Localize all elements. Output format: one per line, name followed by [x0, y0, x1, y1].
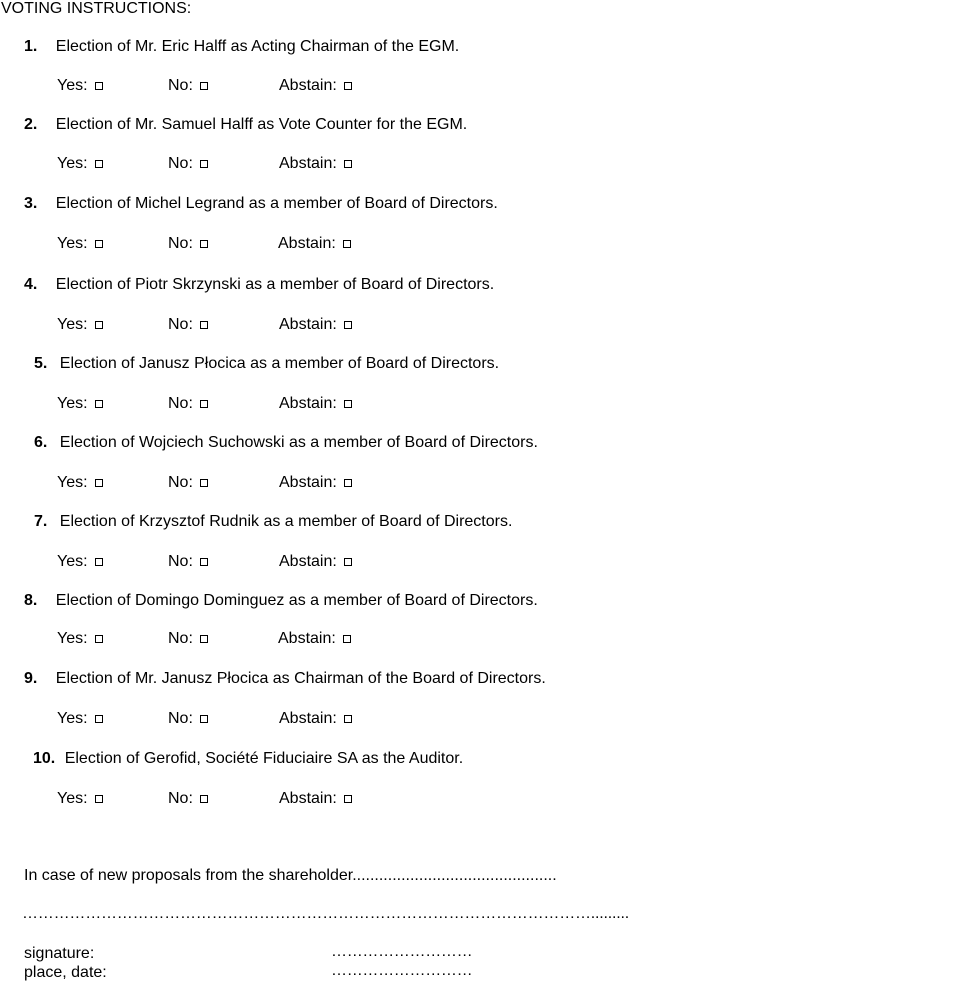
yes-label: Yes:: [57, 474, 88, 491]
item-number: 1.: [24, 38, 38, 55]
no-checkbox[interactable]: [200, 558, 208, 566]
no-option: [168, 76, 208, 96]
agenda-item-3: [24, 194, 498, 214]
no-checkbox[interactable]: [200, 715, 208, 723]
abstain-option: [279, 394, 352, 414]
abstain-checkbox[interactable]: [344, 82, 352, 90]
agenda-item-8: [24, 591, 538, 611]
no-label: No:: [168, 474, 193, 491]
item-number: 9.: [24, 670, 38, 687]
agenda-item-6: [34, 433, 538, 453]
signature-field[interactable]: ………………………: [331, 943, 473, 960]
yes-checkbox[interactable]: [95, 715, 103, 723]
yes-option: [57, 154, 103, 174]
yes-checkbox[interactable]: [95, 82, 103, 90]
voting-instructions-heading: VOTING INSTRUCTIONS:: [1, 0, 192, 17]
agenda-item-5: [34, 354, 499, 374]
agenda-item-4: [24, 275, 494, 295]
item-number: 2.: [24, 116, 38, 133]
yes-checkbox[interactable]: [95, 160, 103, 168]
no-checkbox[interactable]: [200, 400, 208, 408]
item-number: 7.: [34, 513, 48, 530]
agenda-item-2: [24, 115, 467, 135]
agenda-item-10: [33, 749, 463, 769]
item-text: Election of Janusz Płocica as a member of Board of Directors.: [59, 355, 500, 372]
abstain-checkbox[interactable]: [344, 479, 352, 487]
yes-option: [57, 473, 103, 493]
item-text: Election of Mr. Eric Halff as Acting Chairman of the EGM.: [55, 38, 460, 55]
no-option: [168, 789, 208, 809]
place-date-label: place, date:: [24, 964, 107, 981]
yes-label: Yes:: [57, 710, 88, 727]
yes-label: Yes:: [57, 316, 88, 333]
agenda-item-9: [24, 669, 546, 689]
no-option: [168, 394, 208, 414]
abstain-option: [279, 709, 352, 729]
yes-label: Yes:: [57, 155, 88, 172]
abstain-label: Abstain:: [279, 77, 337, 94]
abstain-checkbox[interactable]: [344, 321, 352, 329]
signature-label: signature:: [24, 945, 95, 962]
no-checkbox[interactable]: [200, 240, 208, 248]
no-label: No:: [168, 155, 193, 172]
abstain-option: [279, 473, 352, 493]
no-checkbox[interactable]: [200, 321, 208, 329]
yes-label: Yes:: [57, 77, 88, 94]
abstain-label: Abstain:: [278, 630, 336, 647]
no-checkbox[interactable]: [200, 479, 208, 487]
abstain-label: Abstain:: [279, 710, 337, 727]
no-label: No:: [168, 710, 193, 727]
item-text: Election of Gerofid, Société Fiduciaire SA as the Auditor.: [64, 750, 464, 767]
abstain-option: [279, 76, 352, 96]
yes-checkbox[interactable]: [95, 321, 103, 329]
yes-option: [57, 394, 103, 414]
no-label: No:: [168, 395, 193, 412]
item-text: Election of Wojciech Suchowski as a member of Board of Directors.: [59, 434, 538, 451]
item-number: 3.: [24, 195, 38, 212]
no-label: No:: [168, 790, 193, 807]
new-proposals-line: In case of new proposals from the shareholder..............................................: [24, 867, 557, 884]
no-label: No:: [168, 77, 193, 94]
item-number: 4.: [24, 276, 38, 293]
abstain-checkbox[interactable]: [344, 795, 352, 803]
no-label: No:: [168, 553, 193, 570]
item-number: 10.: [33, 750, 56, 767]
yes-checkbox[interactable]: [95, 479, 103, 487]
abstain-option: [278, 629, 351, 649]
no-label: No:: [168, 235, 193, 252]
no-option: [168, 552, 208, 572]
abstain-checkbox[interactable]: [343, 240, 351, 248]
abstain-checkbox[interactable]: [344, 558, 352, 566]
no-option: [168, 154, 208, 174]
agenda-item-1: [24, 37, 459, 57]
no-label: No:: [168, 316, 193, 333]
yes-option: [57, 789, 103, 809]
yes-label: Yes:: [57, 790, 88, 807]
item-text: Election of Piotr Skrzynski as a member of Board of Directors.: [55, 276, 495, 293]
abstain-checkbox[interactable]: [344, 400, 352, 408]
abstain-option: [279, 315, 352, 335]
no-checkbox[interactable]: [200, 795, 208, 803]
no-checkbox[interactable]: [200, 160, 208, 168]
abstain-label: Abstain:: [278, 235, 336, 252]
no-option: [168, 709, 208, 729]
yes-checkbox[interactable]: [95, 240, 103, 248]
abstain-option: [279, 789, 352, 809]
abstain-option: [278, 234, 351, 254]
abstain-label: Abstain:: [279, 553, 337, 570]
agenda-item-7: [34, 512, 512, 532]
place-date-field[interactable]: ………………………: [331, 962, 473, 979]
abstain-label: Abstain:: [279, 316, 337, 333]
yes-checkbox[interactable]: [95, 795, 103, 803]
yes-option: [57, 234, 103, 254]
abstain-label: Abstain:: [279, 155, 337, 172]
abstain-label: Abstain:: [279, 790, 337, 807]
abstain-checkbox[interactable]: [344, 160, 352, 168]
item-number: 5.: [34, 355, 48, 372]
item-text: Election of Mr. Janusz Płocica as Chairman of the Board of Directors.: [55, 670, 546, 687]
yes-label: Yes:: [57, 630, 88, 647]
abstain-checkbox[interactable]: [344, 715, 352, 723]
no-label: No:: [168, 630, 193, 647]
no-checkbox[interactable]: [200, 82, 208, 90]
yes-label: Yes:: [57, 553, 88, 570]
item-text: Election of Michel Legrand as a member of Board of Directors.: [55, 195, 498, 212]
yes-checkbox[interactable]: [95, 635, 103, 643]
yes-option: [57, 552, 103, 572]
abstain-checkbox[interactable]: [343, 635, 351, 643]
item-text: Election of Krzysztof Rudnik as a member of Board of Directors.: [59, 513, 513, 530]
no-option: [168, 473, 208, 493]
item-text: Election of Mr. Samuel Halff as Vote Counter for the EGM.: [55, 116, 468, 133]
abstain-label: Abstain:: [279, 474, 337, 491]
yes-label: Yes:: [57, 395, 88, 412]
dotted-fill-line: ……………………………………………………………………………………………….........: [22, 905, 630, 922]
yes-label: Yes:: [57, 235, 88, 252]
item-number: 8.: [24, 592, 38, 609]
yes-option: [57, 709, 103, 729]
yes-option: [57, 629, 103, 649]
yes-checkbox[interactable]: [95, 400, 103, 408]
no-option: [168, 315, 208, 335]
abstain-option: [279, 154, 352, 174]
no-option: [168, 629, 208, 649]
item-number: 6.: [34, 434, 48, 451]
no-checkbox[interactable]: [200, 635, 208, 643]
yes-option: [57, 315, 103, 335]
yes-checkbox[interactable]: [95, 558, 103, 566]
abstain-option: [279, 552, 352, 572]
no-option: [168, 234, 208, 254]
yes-option: [57, 76, 103, 96]
item-text: Election of Domingo Dominguez as a member of Board of Directors.: [55, 592, 538, 609]
abstain-label: Abstain:: [279, 395, 337, 412]
